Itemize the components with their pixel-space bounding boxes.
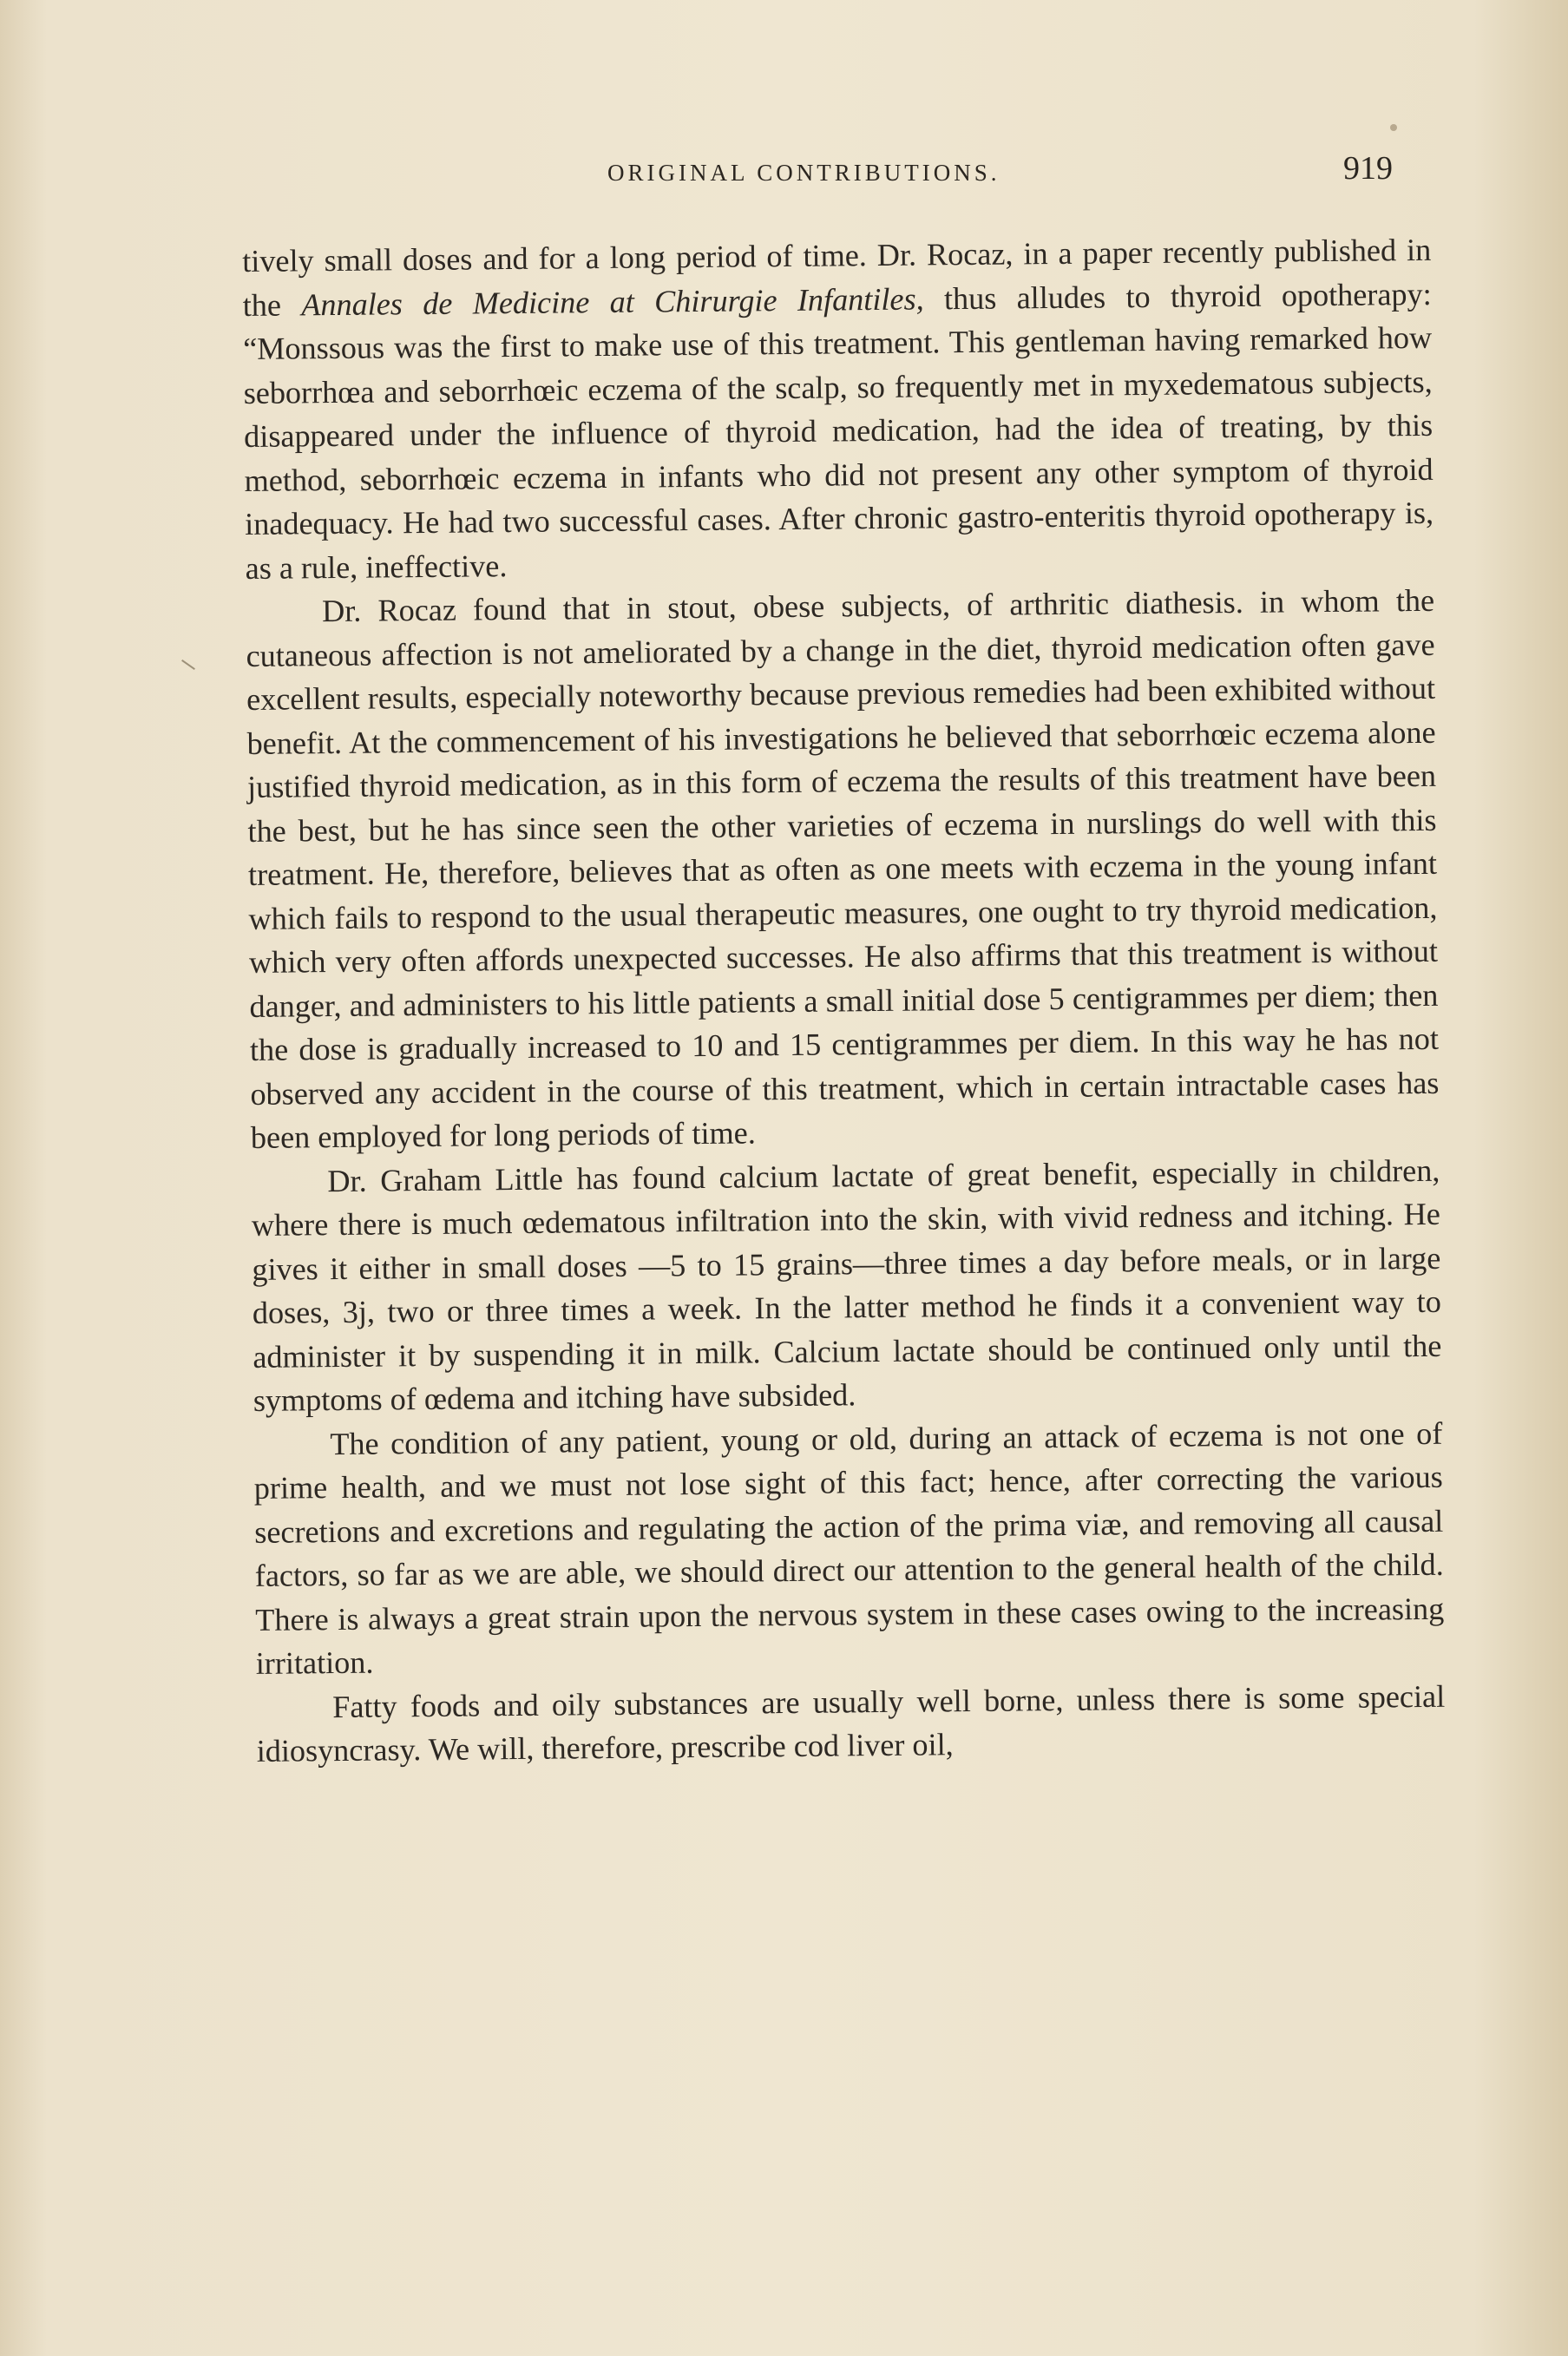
paragraph-1-text-b: thus alludes to thyroid opotherapy: “Monssous was the first to make use of this treatment. This gentleman having remarked how seborrhœa and seborrhœic eczema of the scalp, so frequently met in myxedematous subjects, disappeared under the influence of thyroid medication, had the idea of treating, by this method, seborrhœic eczema in infants who did not present any other symptom of thyroid inadequacy. He had two successful cases. After chronic gastro-enteritis thyroid opotherapy is, as a rule, ineffective. — [243, 276, 1434, 586]
paragraph-1 — [242, 228, 1434, 590]
paragraph-5-text: Fatty foods and oily substances are usually well borne, unless there is some special idiosyncrasy. We will, therefore, prescribe cod liver oil, — [256, 1678, 1446, 1769]
running-head: ORIGINAL CONTRIBUTIONS. — [607, 160, 1001, 186]
paragraph-4 — [253, 1411, 1445, 1685]
paragraph-3-text: Dr. Graham Little has found calcium lactate of great benefit, especially in children, where there is much œdematous infiltration into the skin, with vivid redness and itching. He gives it either in small doses —5 to 15 grains—three times a day before meals, or in large doses, 3j, two or three times a week. In the latter method he finds it a convenient way to administer it by suspending it in milk. Calcium lactate should be continued only until the symptoms of œdema and itching have subsided. — [251, 1152, 1442, 1418]
paragraph-2 — [246, 579, 1440, 1160]
paragraph-1-text-a: tively small doses and for a long period of time. Dr. Rocaz, in a paper recently published in the — [242, 232, 1432, 323]
margin-mark — [181, 660, 195, 670]
paragraph-2-text: Dr. Rocaz found that in stout, obese subjects, of arthritic diathesis. in whom the cutaneous affection is not ameliorated by a change in the diet, thyroid medication often gave excellent results, especially noteworthy because previous remedies had been exhibited without benefit. At the commencement of his investigations he believed that seborrhœic eczema alone justified thyroid medication, as in this form of eczema the results of this treatment have been the best, but he has since seen the other varieties of eczema in nurslings do well with this treatment. He, therefore, believes that as often as one meets with eczema in the young infant which fails to respond to the usual therapeutic measures, one ought to try thyroid medication, which very often affords unexpected successes. He also affirms that this treatment is without danger, and administers to his little patients a small initial dose 5 centigrammes per diem; then the dose is gradually increased to 10 and 15 centigrammes per diem. In this way he has not observed any accident in the course of this treatment, which in certain intractable cases has been employed for long periods of time. — [246, 582, 1440, 1155]
page-number: 919 — [1343, 150, 1393, 187]
body-text — [242, 228, 1446, 1774]
paragraph-4-text: The condition of any patient, young or old, during an attack of eczema is not one of prime health, and we must not lose sight of this fact; hence, after correcting the various secretions and excretions and regulating the action of the prima viæ, and removing all causal factors, so far as we are able, we should direct our attention to the general health of the child. There is always a great strain upon the nervous system in these cases owing to the increasing irritation. — [253, 1415, 1445, 1681]
journal-title: Annales de Medicine at Chirurgie Infantiles, — [301, 280, 924, 322]
paragraph-3 — [251, 1148, 1442, 1422]
paragraph-5 — [256, 1674, 1446, 1773]
ink-dot — [1390, 124, 1397, 131]
